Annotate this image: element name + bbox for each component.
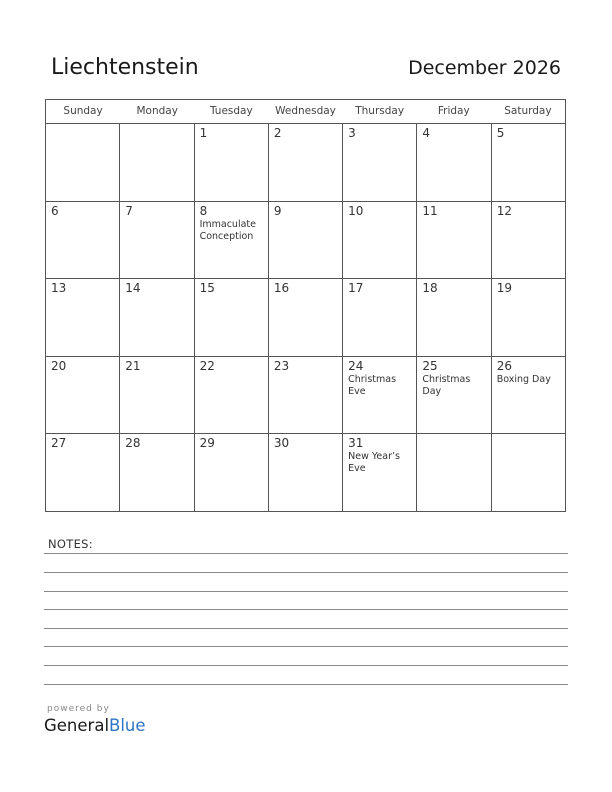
day-cell [343,434,417,512]
weekday-wednesday: Wednesday [275,105,336,117]
day-number: 8 [199,203,208,218]
weekday-saturday: Saturday [504,105,552,117]
day-number: 16 [273,281,290,296]
notes-label: NOTES: [48,537,93,551]
note-line [44,591,568,592]
day-number: 14 [125,281,141,296]
day-cell [195,434,269,512]
day-number: 22 [199,358,215,373]
day-number: 24 [348,358,364,373]
day-number: 28 [125,436,141,451]
week-row-2 [46,202,565,280]
day-cell [492,279,565,356]
generalblue-logo[interactable] [44,716,146,735]
weekday-monday: Monday [136,105,178,117]
day-cell [46,202,120,279]
day-number: 5 [496,126,505,140]
day-cell [195,279,269,356]
day-number: 15 [199,281,215,296]
note-line [44,609,568,610]
day-cell [343,124,417,201]
note-line [44,572,568,573]
day-cell [492,202,565,279]
day-number: 19 [496,281,512,296]
day-number: 11 [422,203,438,218]
day-cell [269,357,343,434]
day-cell [120,124,194,201]
day-cell [195,357,269,434]
day-number: 18 [422,281,438,296]
day-number: 6 [51,203,59,218]
weekday-thursday: Thursday [355,105,405,117]
day-number: 31 [348,436,364,451]
day-cell [46,434,120,512]
day-cell [417,202,491,279]
day-cell [46,124,120,201]
brand-general-text: General [44,716,110,735]
day-cell [269,202,343,279]
week-row-1 [46,124,565,202]
note-line [44,684,568,685]
calendar-grid [45,99,566,512]
day-number: 17 [348,281,364,296]
day-cell [46,279,120,356]
weekday-sunday: Sunday [63,105,103,117]
weekday-header-row [46,100,565,124]
weekday-friday: Friday [437,105,470,117]
day-number: 30 [273,436,290,451]
day-number: 12 [496,203,512,218]
day-number: 27 [51,436,67,451]
day-cell [492,357,565,434]
day-number: 1 [199,126,208,140]
day-number: 2 [273,126,282,140]
day-number: 23 [273,358,290,373]
day-cell [417,124,491,201]
day-number: 29 [199,436,215,451]
day-cell [120,357,194,434]
day-cell [343,279,417,356]
holiday-label: Christmas Eve [348,373,397,397]
day-cell [343,202,417,279]
day-number: 20 [51,358,67,373]
month-year-title: December 2026 [408,57,561,79]
week-row-5 [46,434,565,512]
powered-by-label: powered by [47,704,110,714]
brand-blue-text: Blue [109,716,146,735]
holiday-label: Boxing Day [496,373,551,385]
note-line [44,665,568,666]
day-cell [417,357,491,434]
day-number: 10 [348,203,364,218]
holiday-label: Christmas Day [422,373,471,397]
day-cell [492,124,565,201]
day-cell [417,434,491,512]
day-cell [343,357,417,434]
day-cell [269,279,343,356]
holiday-label: New Year’s Eve [348,451,400,475]
day-cell [120,434,194,512]
week-row-4 [46,357,565,435]
day-cell [195,124,269,201]
day-cell [492,434,565,512]
note-line [44,553,568,554]
note-line [44,628,568,629]
day-cell [195,202,269,279]
day-cell [120,279,194,356]
day-cell [269,434,343,512]
week-row-3 [46,279,565,357]
day-number: 21 [125,358,141,373]
day-cell [46,357,120,434]
day-number: 4 [422,126,431,140]
weekday-tuesday: Tuesday [209,105,253,117]
note-line [44,646,568,647]
day-number: 3 [348,126,356,140]
day-number: 13 [51,281,67,296]
day-number: 26 [496,358,512,373]
day-number: 7 [125,203,133,218]
country-title: Liechtenstein [51,55,199,80]
day-cell [417,279,491,356]
day-cell [120,202,194,279]
day-number: 25 [422,358,438,373]
day-cell [269,124,343,201]
holiday-label: Immaculate Conception [199,218,256,242]
day-number: 9 [273,203,282,218]
